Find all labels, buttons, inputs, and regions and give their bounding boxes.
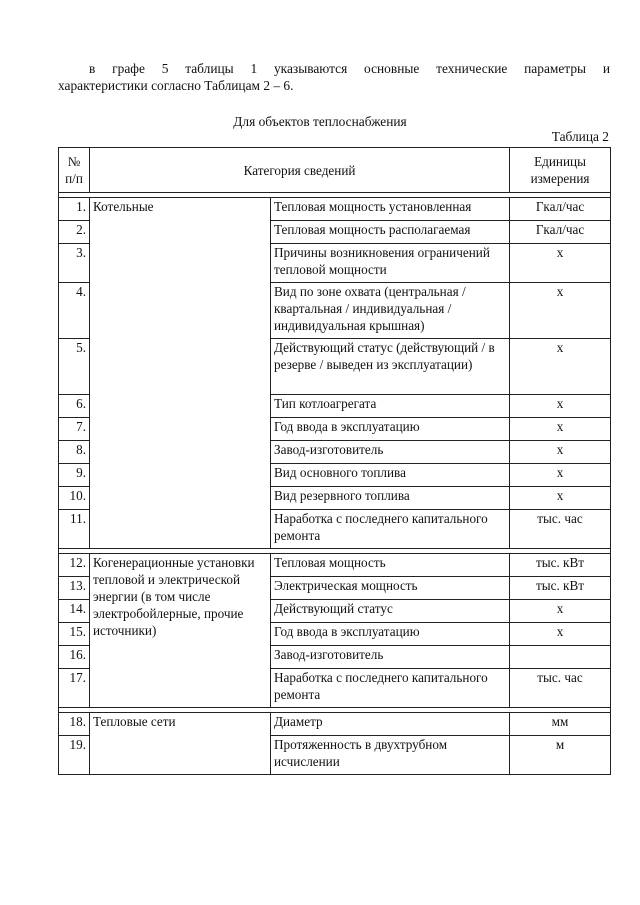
- row-number: 16.: [59, 646, 90, 669]
- row-number: 7.: [59, 418, 90, 441]
- table-header-row: [59, 148, 611, 193]
- parameter-cell: Тип котлоагрегата: [271, 395, 510, 418]
- category-cell: Когенерационные установки тепловой и электрической энергии (в том числе электробойлерные, прочие источники): [90, 554, 271, 708]
- row-number: 11.: [59, 510, 90, 549]
- parameter-cell: Тепловая мощность установленная: [271, 198, 510, 221]
- table-row: [59, 554, 611, 577]
- parameter-cell: Электрическая мощность: [271, 577, 510, 600]
- parameter-cell: Год ввода в эксплуатацию: [271, 623, 510, 646]
- parameter-cell: Вид основного топлива: [271, 464, 510, 487]
- table-label: Таблица 2: [551, 129, 609, 144]
- row-number: 6.: [59, 395, 90, 418]
- row-number: 10.: [59, 487, 90, 510]
- parameter-cell: Диаметр: [271, 713, 510, 736]
- unit-cell: x: [510, 339, 611, 395]
- parameter-cell: Тепловая мощность располагаемая: [271, 221, 510, 244]
- unit-cell: x: [510, 418, 611, 441]
- table-row: [59, 198, 611, 221]
- category-cell: Тепловые сети: [90, 713, 271, 775]
- intro-line-1: в графе 5 таблицы 1 указываются основные технические параметры и: [89, 61, 610, 76]
- row-number: 3.: [59, 244, 90, 283]
- row-number: 5.: [59, 339, 90, 395]
- table-row: [59, 713, 611, 736]
- intro-paragraph: [58, 60, 610, 94]
- row-number: 13.: [59, 577, 90, 600]
- unit-cell: тыс. час: [510, 510, 611, 549]
- unit-cell: тыс. кВт: [510, 577, 611, 600]
- table-caption: Для объектов теплоснабжения: [233, 114, 407, 129]
- parameter-cell: Причины возникновения ограничений тепловой мощности: [271, 244, 510, 283]
- row-number: 17.: [59, 669, 90, 708]
- unit-cell: тыс. час: [510, 669, 611, 708]
- row-number: 8.: [59, 441, 90, 464]
- parameter-cell: Завод-изготовитель: [271, 646, 510, 669]
- header-category: Категория сведений: [90, 148, 510, 193]
- row-number: 2.: [59, 221, 90, 244]
- parameter-cell: Вид резервного топлива: [271, 487, 510, 510]
- unit-cell: мм: [510, 713, 611, 736]
- row-number: 15.: [59, 623, 90, 646]
- row-number: 14.: [59, 600, 90, 623]
- parameter-cell: Год ввода в эксплуатацию: [271, 418, 510, 441]
- category-cell: Котельные: [90, 198, 271, 549]
- unit-cell: тыс. кВт: [510, 554, 611, 577]
- unit-cell: x: [510, 395, 611, 418]
- unit-cell: x: [510, 244, 611, 283]
- header-num: № п/п: [59, 148, 90, 193]
- intro-line-2: характеристики согласно Таблицам 2 – 6.: [58, 78, 294, 93]
- parameter-cell: Вид по зоне охвата (центральная / квартальная / индивидуальная / индивидуальная крышная): [271, 283, 510, 339]
- row-number: 4.: [59, 283, 90, 339]
- parameter-cell: Завод-изготовитель: [271, 441, 510, 464]
- unit-cell: x: [510, 623, 611, 646]
- parameter-cell: Наработка с последнего капитального ремонта: [271, 669, 510, 708]
- unit-cell: x: [510, 487, 611, 510]
- unit-cell: x: [510, 283, 611, 339]
- parameter-cell: Тепловая мощность: [271, 554, 510, 577]
- parameter-cell: Действующий статус: [271, 600, 510, 623]
- row-number: 18.: [59, 713, 90, 736]
- table-body: [59, 193, 611, 775]
- parameter-cell: Протяженность в двухтрубном исчислении: [271, 736, 510, 775]
- unit-cell: x: [510, 464, 611, 487]
- row-number: 19.: [59, 736, 90, 775]
- parameter-cell: Действующий статус (действующий / в резерве / выведен из эксплуатации): [271, 339, 510, 395]
- row-number: 1.: [59, 198, 90, 221]
- row-number: 12.: [59, 554, 90, 577]
- unit-cell: Гкал/час: [510, 221, 611, 244]
- unit-cell: x: [510, 600, 611, 623]
- data-table: [58, 147, 611, 775]
- parameter-cell: Наработка с последнего капитального ремонта: [271, 510, 510, 549]
- row-number: 9.: [59, 464, 90, 487]
- unit-cell: м: [510, 736, 611, 775]
- header-units: Единицы измерения: [510, 148, 611, 193]
- unit-cell: x: [510, 441, 611, 464]
- unit-cell: [510, 646, 611, 669]
- unit-cell: Гкал/час: [510, 198, 611, 221]
